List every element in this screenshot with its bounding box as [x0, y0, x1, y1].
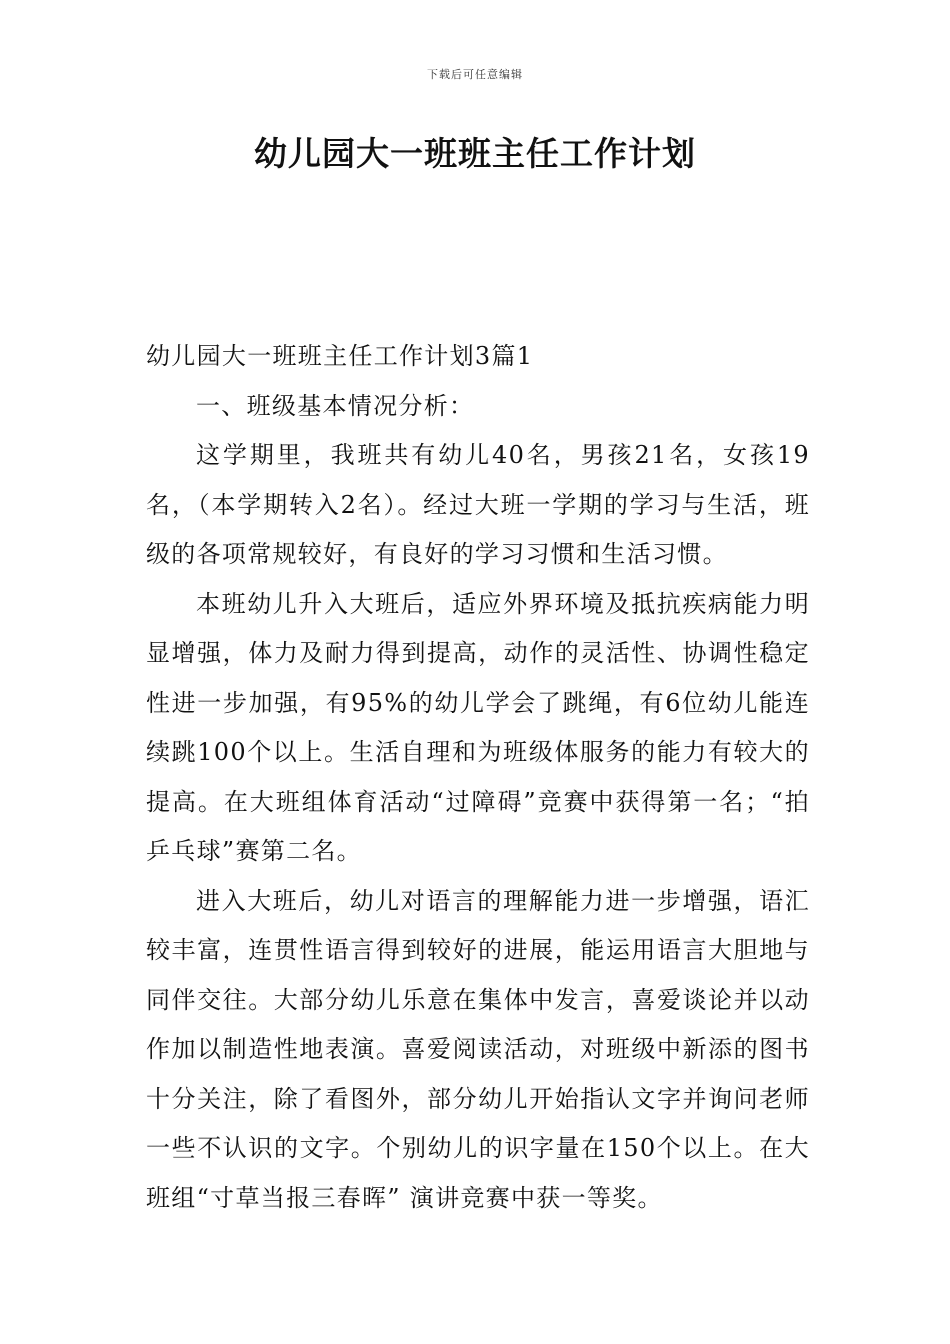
paragraph-3: 进入大班后，幼儿对语言的理解能力进一步增强，语汇较丰富，连贯性语言得到较好的进展，能运用语言大胆地与同伴交往。大部分幼儿乐意在集体中发言，喜爱谈论并以动作加以制造性地表演。喜爱阅读活动，对班级中新添的图书十分关注，除了看图外，部分幼儿开始指认文字并询问老师一些不认识的文字。个别幼儿的识字量在150个以上。在大班组“寸草当报三春晖” 演讲竞赛中获一等奖。 — [146, 886, 810, 1212]
document-body — [146, 332, 810, 1223]
document-title: 幼儿园大一班班主任工作计划 — [254, 134, 696, 173]
section-heading: 幼儿园大一班班主任工作计划3篇1 — [146, 342, 534, 370]
header-note: 下载后可任意编辑 — [427, 68, 523, 81]
subheading: 一、班级基本情况分析： — [196, 391, 475, 420]
paragraph-2: 本班幼儿升入大班后，适应外界环境及抵抗疾病能力明显增强，体力及耐力得到提高，动作的灵活性、协调性稳定性进一步加强，有95%的幼儿学会了跳绳，有6位幼儿能连续跳100个以上。生活自理和为班级体服务的能力有较大的提高。在大班组体育活动“过障碍”竞赛中获得第一名；“拍乒乓球”赛第二名。 — [146, 589, 810, 865]
paragraph-1: 这学期里，我班共有幼儿40名，男孩21名，女孩19名，（本学期转入2名）。经过大班一学期的学习与生活，班级的各项常规较好，有良好的学习习惯和生活习惯。 — [146, 441, 810, 568]
